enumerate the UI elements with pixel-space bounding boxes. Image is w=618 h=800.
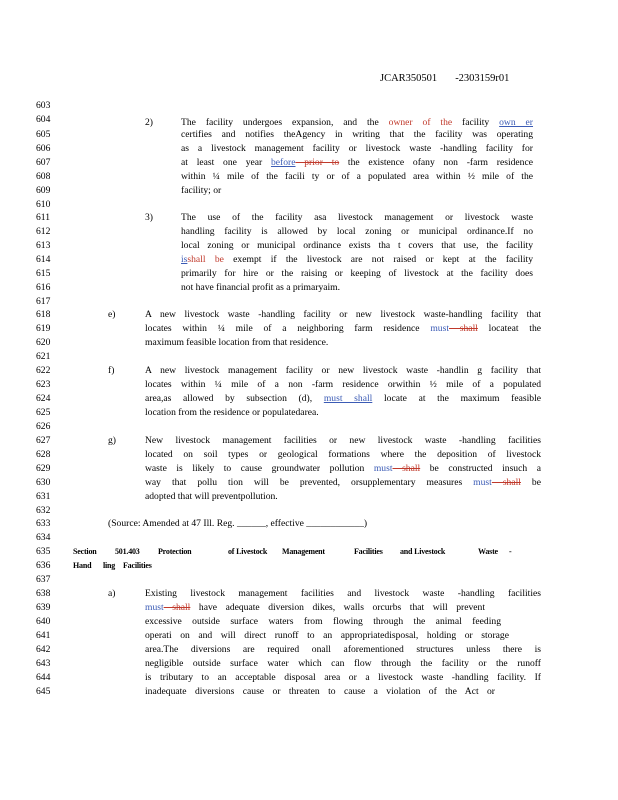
line-number: 645: [36, 686, 51, 697]
line-number: 640: [36, 616, 51, 627]
line-number: 626: [36, 421, 51, 432]
section-heading-word: Waste: [478, 547, 498, 556]
line-number: 612: [36, 226, 51, 237]
item-label: 2): [145, 117, 153, 128]
line-number: 630: [36, 477, 51, 488]
item-label: f): [108, 365, 115, 376]
header-code-suffix: -2303159r01: [455, 73, 510, 84]
line-number: 636: [36, 560, 51, 571]
document-header: [380, 73, 509, 84]
line-number: 619: [36, 323, 51, 334]
line-number: 633: [36, 518, 51, 529]
line-number: 637: [36, 574, 51, 585]
line-number: 621: [36, 351, 51, 362]
section-heading-word: 501.403: [115, 547, 140, 556]
item-label: 3): [145, 212, 153, 223]
line-number: 611: [36, 212, 51, 223]
line-number: 604: [36, 114, 51, 125]
item-label: a): [108, 588, 116, 599]
line-number: 614: [36, 254, 51, 265]
line-number: 643: [36, 658, 51, 669]
line-number: 607: [36, 157, 51, 168]
line-number: 638: [36, 588, 51, 599]
line-number: 644: [36, 672, 51, 683]
line-number: 641: [36, 630, 51, 641]
section-heading-word: of Livestock: [228, 547, 268, 556]
header-code: JCAR350501: [380, 73, 438, 84]
line-number: 608: [36, 171, 51, 182]
line-number: 609: [36, 185, 51, 196]
line-number: 622: [36, 365, 51, 376]
line-number: 635: [36, 546, 51, 557]
line-number: 642: [36, 644, 51, 655]
section-heading-word: Facilities: [354, 547, 383, 556]
line-number: 615: [36, 268, 51, 279]
section-heading-word: Facilities: [123, 561, 152, 570]
section-heading-word: Protection: [158, 547, 192, 556]
line-number: 629: [36, 463, 51, 474]
line-number: 627: [36, 435, 51, 446]
section-heading-word: -: [509, 547, 512, 556]
line-number: 610: [36, 199, 51, 210]
line-number: 631: [36, 491, 51, 502]
line-number: 616: [36, 282, 51, 293]
line-number: 620: [36, 337, 51, 348]
section-heading-word: Section: [73, 547, 97, 556]
section-heading-word: Management: [282, 547, 325, 556]
line-number: 618: [36, 309, 51, 320]
line-number: 632: [36, 505, 51, 516]
section-heading-word: ling: [103, 561, 116, 570]
line-number: 605: [36, 129, 51, 140]
item-label: e): [108, 309, 116, 320]
line-number: 624: [36, 393, 51, 404]
line-number: 625: [36, 407, 51, 418]
item-label: g): [108, 435, 116, 446]
line-number: 623: [36, 379, 51, 390]
section-heading-word: Hand: [73, 561, 92, 570]
document-page: JCAR350501 -2303159r01 603 604 605 606 607 608 609 610 611 612 613 614 615 616 617 618 619 620 621 622 623 624 625 626 627 628 629 630 631 632 633 634 635 636 637 638 639 640 641 642 643 644 645 2) The facility undergoes expansion, and the owner of the facility own er certifies and notifies theAgency in writing that the facility was operating as a livestock management facility or livestock waste -handling facility for at least one year before prior to the existence ofany non -farm residence within ¼ mile of the facili ty or of a populated area within ½ mile of the facility; or 3) The use of the facility asa livestock management or livestock waste handling facility is allowed by local zoning or municipal ordinance.If no local zoning or municipal ordinance exists tha t covers that use, the facility isshall be exempt if the livestock are not raised or kept at the facility primarily for hire or the raising or keeping of livestock at the facility does not have financial profit as a primaryaim. e) A new livestock waste -handling facility or new livestock waste-handling facility that locates within ¼ mile of a neighboring farm residence must shall locateat the maximum feasible location from that residence. f) A new livestock management facility or new livestock waste -handlin g facility that locates within ¼ mile of a non -farm residence orwithin ½ mile of a populated area,as allowed by subsection (d), must shall locate at the maximum feasible location from the residence or populatedarea. g) New livestock management facilities or new livestock waste -handling facilities located on soil types or geological formations where the deposition of livestock waste is likely to cause groundwater pollution must shall be constructed insuch a way that pollu tion will be prevented, orsupplementary measures must shall be adopted that will preventpollution. (Source: Amended at 47 Ill. Reg. ______, effective ____________) Section 501.403 Protection of Livestock Management Facilities and Livestock Waste - Hand ling Facilities a) Existing livestock management facilities and livestock waste -handling facilities must shall have adequate diversion dikes, walls orcurbs that will prevent excessive outside surface waters from flowing through the animal feeding operati on and will direct runoff to an appropriatedisposal, holding or storage area.The diversions are required onall aforementioned structures unless there is negligible outside surface water which can flow through the facility or the runoff is tributary to an acceptable disposal area or a livestock waste -handling facility. If inadequate diversions cause or threaten to cause a violation of the Act or: [36, 73, 542, 697]
section-heading-word: and Livestock: [400, 547, 446, 556]
line-number: 603: [36, 100, 51, 111]
line-number: 606: [36, 143, 51, 154]
line-number: 634: [36, 532, 51, 543]
line-number: 628: [36, 449, 51, 460]
line-number: 617: [36, 296, 51, 307]
line-number: 613: [36, 240, 51, 251]
line-number: 639: [36, 602, 51, 613]
